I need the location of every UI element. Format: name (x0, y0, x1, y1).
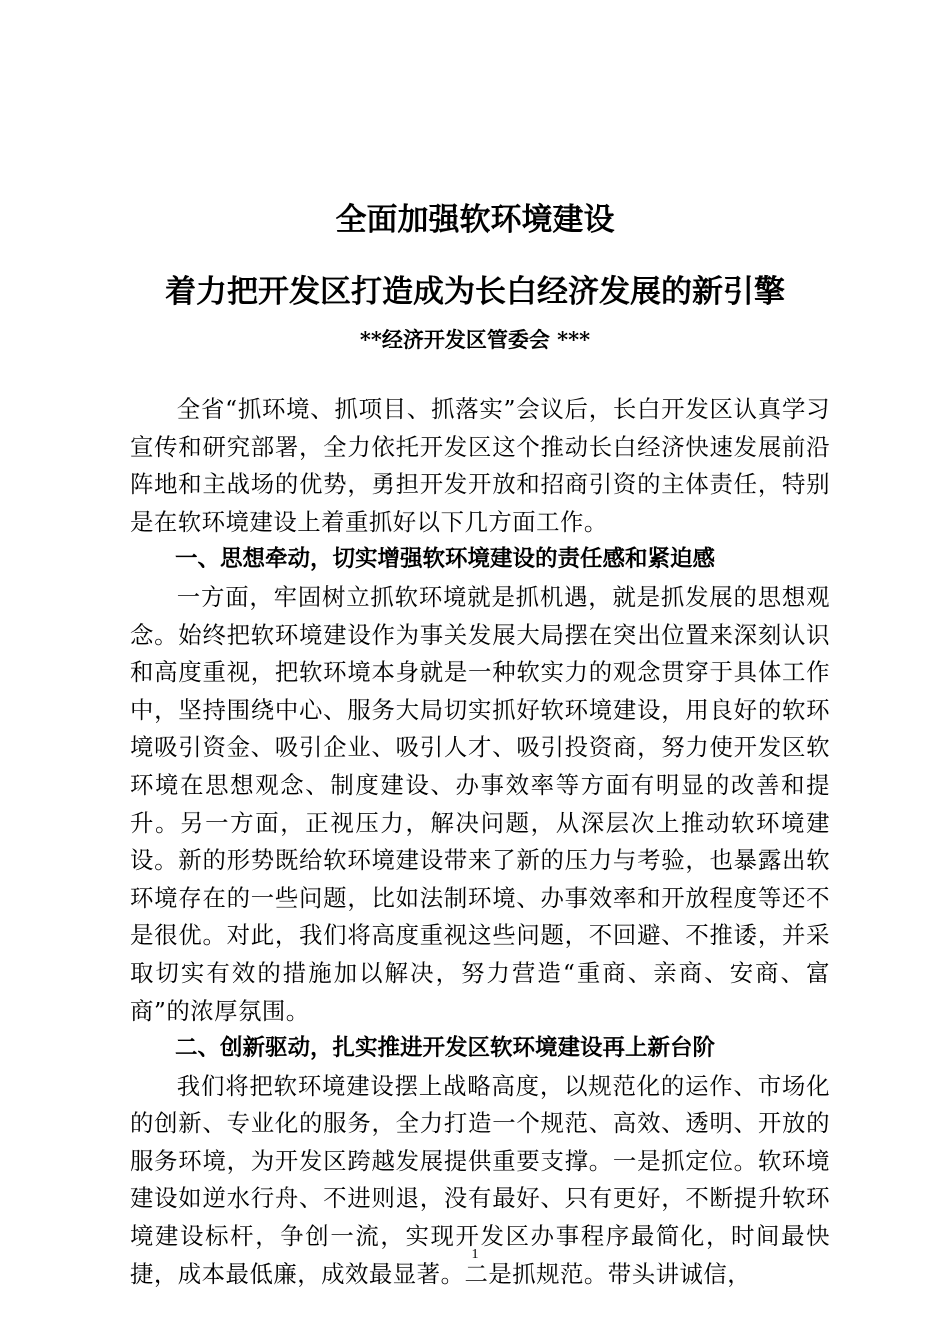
section1-paragraph: 一方面，牢固树立抓软环境就是抓机遇，就是抓发展的思想观念。始终把软环境建设作为事关发展大局摆在突出位置来深刻认识和高度重视，把软环境本身就是一种软实力的观念贯穿于具体工作中，坚持围绕中心、服务大局切实抓好软环境建设，用良好的软环境吸引资金、吸引企业、吸引人才、吸引投资商，努力使开发区软环境在思想观念、制度建设、办事效率等方面有明显的改善和提升。另一方面，正视压力，解决问题，从深层次上推动软环境建设。新的形势既给软环境建设带来了新的压力与考验，也暴露出软环境存在的一些问题，比如法制环境、办事效率和开放程度等还不是很优。对此，我们将高度重视这些问题，不回避、不推诿，并采取切实有效的措施加以解决，努力营造“重商、亲商、安商、富商”的浓厚氛围。 (130, 582, 830, 1025)
document-title-line2: 着力把开发区打造成为长白经济发展的新引擎 (165, 274, 785, 310)
document-author: **经济开发区管委会 *** (359, 327, 591, 352)
document-body (130, 391, 830, 1293)
page-number: 1 (471, 1247, 479, 1262)
section2-paragraph: 我们将把软环境建设摆上战略高度，以规范化的运作、市场化的创新、专业化的服务，全力打造一个规范、高效、透明、开放的服务环境，为开发区跨越发展提供重要支撑。一是抓定位。软环境建设如逆水行舟、不进则退，没有最好、只有更好，不断提升软环境建设标杆，争创一流，实现开发区办事程序最简化，时间最快捷，成本最低廉，成效最显著。二是抓规范。带头讲诚信， (130, 1071, 830, 1288)
document-title-line1: 全面加强软环境建设 (335, 202, 615, 238)
section1-heading: 一、思想牵动，切实增强软环境建设的责任感和紧迫感 (175, 546, 716, 573)
section2-heading: 二、创新驱动，扎实推进开发区软环境建设再上新台阶 (175, 1035, 716, 1062)
intro-paragraph: 全省“抓环境、抓项目、抓落实”会议后，长白开发区认真学习宣传和研究部署，全力依托开发区这个推动长白经济快速发展前沿阵地和主战场的优势，勇担开发开放和招商引资的主体责任，特别是在软环境建设上着重抓好以下几方面工作。 (130, 395, 830, 536)
